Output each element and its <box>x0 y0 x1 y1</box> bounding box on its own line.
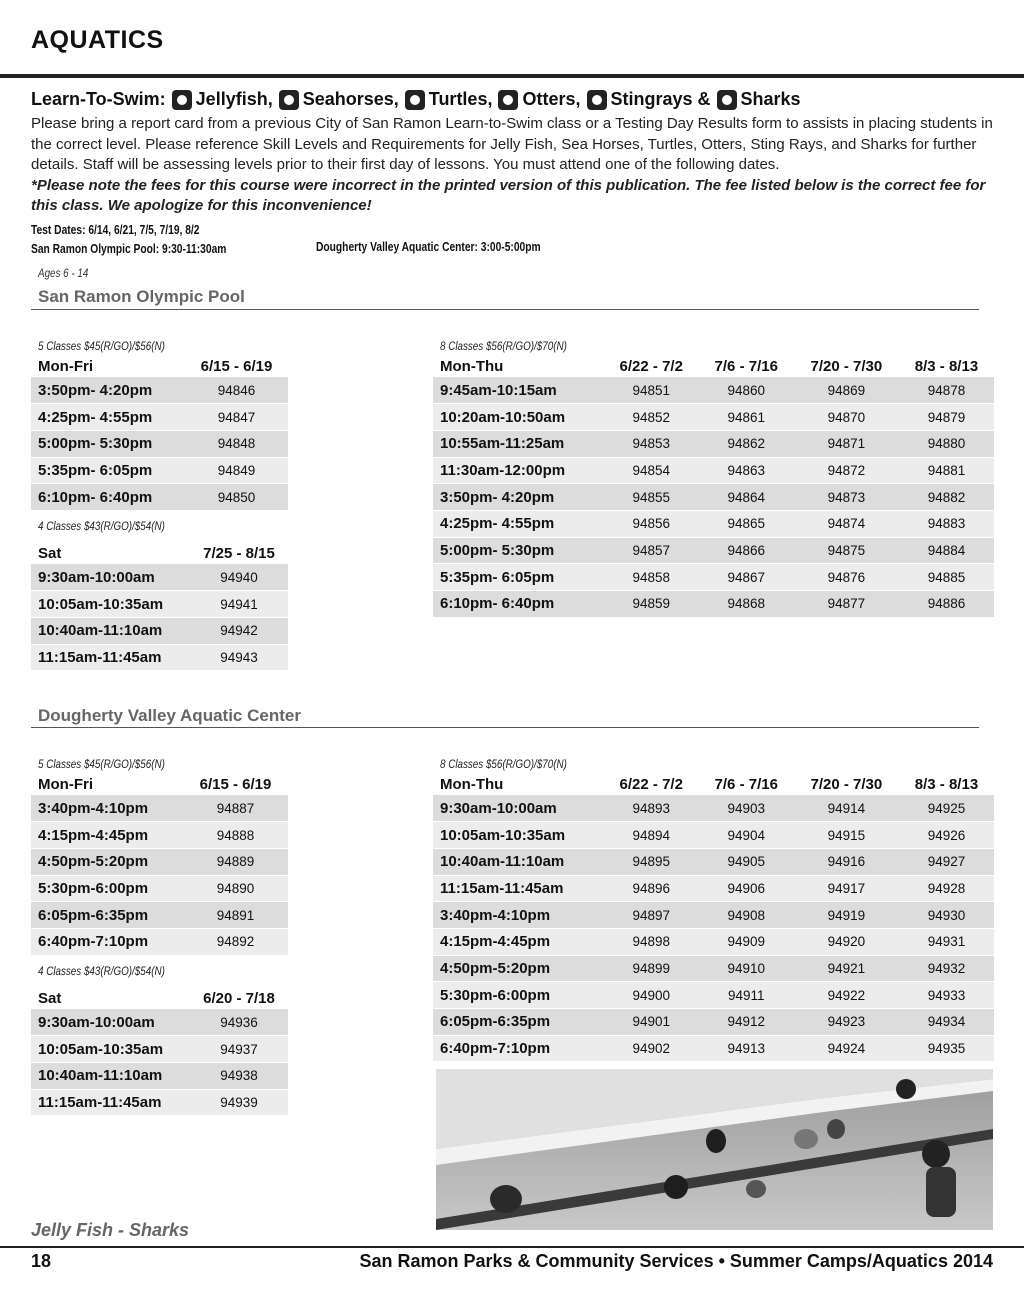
footer-rule <box>0 1246 1024 1248</box>
class-time: 9:30am-10:00am <box>31 1009 190 1036</box>
section-title: AQUATICS <box>31 26 164 54</box>
course-code: 94867 <box>699 564 794 591</box>
dates-header: 8/3 - 8/13 <box>899 774 994 795</box>
course-code: 94876 <box>794 564 899 591</box>
course-code: 94942 <box>190 617 288 644</box>
table-row <box>433 1009 994 1036</box>
course-code: 94853 <box>604 430 699 457</box>
course-code: 94884 <box>899 537 994 564</box>
heading-label: Learn-To-Swim: <box>31 89 166 109</box>
price-label: 5 Classes $45(R/GO)/$56(N) <box>38 757 165 771</box>
table-row <box>31 1036 288 1063</box>
course-code: 94924 <box>794 1035 899 1062</box>
course-code: 94864 <box>699 484 794 511</box>
class-time: 10:05am-10:35am <box>31 1036 190 1063</box>
course-code: 94852 <box>604 404 699 431</box>
course-code: 94854 <box>604 457 699 484</box>
course-code: 94899 <box>604 955 699 982</box>
course-code: 94880 <box>899 430 994 457</box>
course-code: 94883 <box>899 510 994 537</box>
level-label: Sharks <box>740 89 801 109</box>
course-code: 94885 <box>899 564 994 591</box>
course-code: 94913 <box>699 1035 794 1062</box>
page-number: 18 <box>31 1251 52 1271</box>
learn-to-swim-heading <box>31 89 801 110</box>
table-row <box>31 928 288 955</box>
course-code: 94912 <box>699 1009 794 1036</box>
price-label: 8 Classes $56(R/GO)/$70(N) <box>440 757 567 771</box>
class-time: 6:10pm- 6:40pm <box>31 484 185 511</box>
course-code: 94934 <box>899 1009 994 1036</box>
table-row <box>433 982 994 1009</box>
class-time: 4:15pm-4:45pm <box>31 822 183 849</box>
table-row <box>433 430 994 457</box>
schedule-table-dougherty-monfri <box>31 774 288 956</box>
course-code: 94882 <box>899 484 994 511</box>
level-seahorses <box>279 89 399 110</box>
location-rule <box>31 309 979 310</box>
dates-header: 7/6 - 7/16 <box>699 356 794 377</box>
course-code: 94896 <box>604 875 699 902</box>
location-rule <box>31 727 979 728</box>
class-time: 6:05pm-6:35pm <box>433 1009 604 1036</box>
table-row <box>433 928 994 955</box>
course-code: 94890 <box>183 875 288 902</box>
level-label: Seahorses, <box>302 89 399 109</box>
course-code: 94874 <box>794 510 899 537</box>
location-title-olympic: San Ramon Olympic Pool <box>38 287 245 306</box>
course-code: 94931 <box>899 928 994 955</box>
class-time: 9:45am-10:15am <box>433 377 604 404</box>
schedule-table-olympic-sat <box>31 543 288 671</box>
course-code: 94902 <box>604 1035 699 1062</box>
jellyfish-icon <box>172 90 192 110</box>
course-code: 94857 <box>604 537 699 564</box>
course-code: 94921 <box>794 955 899 982</box>
table-row <box>433 795 994 822</box>
table-row <box>31 1062 288 1089</box>
course-code: 94910 <box>699 955 794 982</box>
course-code: 94917 <box>794 875 899 902</box>
course-code: 94846 <box>185 377 288 404</box>
table-row <box>31 430 288 457</box>
class-time: 5:30pm-6:00pm <box>31 875 183 902</box>
table-row <box>31 875 288 902</box>
schedule-table-dougherty-sat <box>31 988 288 1116</box>
course-code: 94863 <box>699 457 794 484</box>
course-code: 94872 <box>794 457 899 484</box>
course-code: 94898 <box>604 928 699 955</box>
course-code: 94922 <box>794 982 899 1009</box>
class-time: 5:00pm- 5:30pm <box>433 537 604 564</box>
dates-header: 7/6 - 7/16 <box>699 774 794 795</box>
days-header: Sat <box>31 988 190 1009</box>
class-time: 4:15pm-4:45pm <box>433 928 604 955</box>
class-time: 6:10pm- 6:40pm <box>433 591 604 618</box>
course-code: 94862 <box>699 430 794 457</box>
class-time: 3:50pm- 4:20pm <box>433 484 604 511</box>
table-row <box>433 510 994 537</box>
course-code: 94881 <box>899 457 994 484</box>
course-code: 94904 <box>699 822 794 849</box>
course-code: 94855 <box>604 484 699 511</box>
class-time: 11:15am-11:45am <box>31 1089 190 1116</box>
fee-correction-note: *Please note the fees for this course were incorrect in the printed version of this publication. The fee listed below is the correct fee for this class. We apologize for this inconvenience! <box>31 176 986 214</box>
course-code: 94891 <box>183 902 288 929</box>
class-time: 3:50pm- 4:20pm <box>31 377 185 404</box>
level-label: Stingrays & <box>610 89 711 109</box>
course-code: 94920 <box>794 928 899 955</box>
course-code: 94850 <box>185 484 288 511</box>
dates-header: 7/25 - 8/15 <box>190 543 288 564</box>
level-sharks <box>717 89 801 110</box>
course-code: 94859 <box>604 591 699 618</box>
class-time: 5:35pm- 6:05pm <box>433 564 604 591</box>
course-code: 94861 <box>699 404 794 431</box>
course-code: 94911 <box>699 982 794 1009</box>
table-row <box>433 591 994 618</box>
class-time: 10:05am-10:35am <box>31 591 190 618</box>
course-code: 94914 <box>794 795 899 822</box>
dates-header: 7/20 - 7/30 <box>794 356 899 377</box>
table-row <box>433 457 994 484</box>
class-time: 5:35pm- 6:05pm <box>31 457 185 484</box>
dates-header: 8/3 - 8/13 <box>899 356 994 377</box>
table-row <box>31 822 288 849</box>
course-code: 94916 <box>794 848 899 875</box>
test-olympic-pool: San Ramon Olympic Pool: 9:30-11:30am <box>31 242 227 256</box>
class-time: 10:40am-11:10am <box>31 1062 190 1089</box>
course-code: 94901 <box>604 1009 699 1036</box>
course-code: 94875 <box>794 537 899 564</box>
course-code: 94927 <box>899 848 994 875</box>
table-row <box>31 617 288 644</box>
intro-description: Please bring a report card from a previous City of San Ramon Learn-to-Swim class or a Testing Day Results form to assists in placing students in the correct level. Please reference Skill Levels and Requirements for Jelly Fish, Sea Horses, Turtles, Otters, Sting Rays, and Sharks for further details. Staff will be assessing levels prior to their first day of lessons. You must attend one of the following dates. <box>31 115 993 173</box>
course-code: 94849 <box>185 457 288 484</box>
otter-icon <box>498 90 518 110</box>
table-row <box>433 537 994 564</box>
level-stingrays <box>587 89 711 110</box>
price-label: 8 Classes $56(R/GO)/$70(N) <box>440 339 567 353</box>
course-code: 94893 <box>604 795 699 822</box>
course-code: 94941 <box>190 591 288 618</box>
table-row <box>433 404 994 431</box>
course-code: 94923 <box>794 1009 899 1036</box>
table-row <box>31 795 288 822</box>
course-code: 94938 <box>190 1062 288 1089</box>
table-row <box>31 564 288 591</box>
course-code: 94869 <box>794 377 899 404</box>
table-row <box>31 404 288 431</box>
days-header: Mon-Thu <box>433 774 604 795</box>
class-time: 9:30am-10:00am <box>433 795 604 822</box>
table-row <box>31 591 288 618</box>
test-dates: Test Dates: 6/14, 6/21, 7/5, 7/19, 8/2 <box>31 223 200 237</box>
table-row <box>433 955 994 982</box>
days-header: Mon-Fri <box>31 774 183 795</box>
stingray-icon <box>587 90 607 110</box>
dates-header: 6/22 - 7/2 <box>604 356 699 377</box>
course-code: 94879 <box>899 404 994 431</box>
course-code: 94889 <box>183 848 288 875</box>
table-row <box>31 484 288 511</box>
class-time: 5:30pm-6:00pm <box>433 982 604 1009</box>
course-code: 94897 <box>604 902 699 929</box>
table-row <box>31 902 288 929</box>
table-row <box>433 484 994 511</box>
table-row <box>433 822 994 849</box>
course-code: 94851 <box>604 377 699 404</box>
table-row <box>31 457 288 484</box>
course-code: 94933 <box>899 982 994 1009</box>
course-code: 94900 <box>604 982 699 1009</box>
intro-paragraph <box>31 114 995 217</box>
table-row <box>31 644 288 671</box>
class-time: 9:30am-10:00am <box>31 564 190 591</box>
course-code: 94939 <box>190 1089 288 1116</box>
course-code: 94858 <box>604 564 699 591</box>
test-dates-block <box>31 221 226 259</box>
table-row <box>31 1089 288 1116</box>
dates-header: 6/22 - 7/2 <box>604 774 699 795</box>
swim-lesson-photo <box>436 1069 993 1230</box>
table-row <box>31 848 288 875</box>
class-time: 4:50pm-5:20pm <box>433 955 604 982</box>
course-code: 94894 <box>604 822 699 849</box>
ages-label: Ages 6 - 14 <box>38 266 89 280</box>
table-row <box>433 1035 994 1062</box>
price-label: 4 Classes $43(R/GO)/$54(N) <box>38 964 165 978</box>
class-time: 10:40am-11:10am <box>433 848 604 875</box>
course-code: 94866 <box>699 537 794 564</box>
course-code: 94925 <box>899 795 994 822</box>
course-code: 94868 <box>699 591 794 618</box>
course-code: 94936 <box>190 1009 288 1036</box>
course-code: 94932 <box>899 955 994 982</box>
course-code: 94877 <box>794 591 899 618</box>
class-time: 4:50pm-5:20pm <box>31 848 183 875</box>
class-time: 10:40am-11:10am <box>31 617 190 644</box>
class-time: 6:40pm-7:10pm <box>31 928 183 955</box>
table-row <box>31 1009 288 1036</box>
course-code: 94940 <box>190 564 288 591</box>
class-time: 11:30am-12:00pm <box>433 457 604 484</box>
course-code: 94878 <box>899 377 994 404</box>
course-code: 94856 <box>604 510 699 537</box>
schedule-table-dougherty-monthu <box>433 774 994 1062</box>
course-code: 94928 <box>899 875 994 902</box>
class-time: 4:25pm- 4:55pm <box>31 404 185 431</box>
shark-icon <box>717 90 737 110</box>
header-rule <box>0 74 1024 78</box>
dates-header: 6/15 - 6/19 <box>183 774 288 795</box>
schedule-table-olympic-monfri <box>31 356 288 511</box>
level-jellyfish <box>172 89 273 110</box>
course-code: 94848 <box>185 430 288 457</box>
table-row <box>433 377 994 404</box>
class-time: 4:25pm- 4:55pm <box>433 510 604 537</box>
table-row <box>433 875 994 902</box>
turtle-icon <box>405 90 425 110</box>
days-header: Sat <box>31 543 190 564</box>
class-time: 6:05pm-6:35pm <box>31 902 183 929</box>
course-code: 94895 <box>604 848 699 875</box>
dates-header: 7/20 - 7/30 <box>794 774 899 795</box>
course-code: 94909 <box>699 928 794 955</box>
course-code: 94887 <box>183 795 288 822</box>
class-time: 5:00pm- 5:30pm <box>31 430 185 457</box>
course-code: 94865 <box>699 510 794 537</box>
dates-header: 6/15 - 6/19 <box>185 356 288 377</box>
table-row <box>31 377 288 404</box>
class-time: 11:15am-11:45am <box>31 644 190 671</box>
level-turtles <box>405 89 493 110</box>
test-dougherty: Dougherty Valley Aquatic Center: 3:00-5:00pm <box>316 240 541 254</box>
level-label: Jellyfish, <box>195 89 273 109</box>
dates-header: 6/20 - 7/18 <box>190 988 288 1009</box>
course-code: 94888 <box>183 822 288 849</box>
photo-caption: Jelly Fish - Sharks <box>31 1220 190 1240</box>
course-code: 94860 <box>699 377 794 404</box>
course-code: 94937 <box>190 1036 288 1063</box>
days-header: Mon-Thu <box>433 356 604 377</box>
course-code: 94935 <box>899 1035 994 1062</box>
days-header: Mon-Fri <box>31 356 185 377</box>
class-time: 3:40pm-4:10pm <box>433 902 604 929</box>
course-code: 94906 <box>699 875 794 902</box>
class-time: 10:55am-11:25am <box>433 430 604 457</box>
course-code: 94873 <box>794 484 899 511</box>
level-label: Otters, <box>522 89 581 109</box>
table-row <box>433 564 994 591</box>
table-row <box>433 848 994 875</box>
price-label: 4 Classes $43(R/GO)/$54(N) <box>38 519 165 533</box>
course-code: 94915 <box>794 822 899 849</box>
seahorse-icon <box>279 90 299 110</box>
course-code: 94943 <box>190 644 288 671</box>
class-time: 6:40pm-7:10pm <box>433 1035 604 1062</box>
course-code: 94908 <box>699 902 794 929</box>
course-code: 94930 <box>899 902 994 929</box>
location-title-dougherty: Dougherty Valley Aquatic Center <box>38 706 301 725</box>
course-code: 94870 <box>794 404 899 431</box>
course-code: 94892 <box>183 928 288 955</box>
course-code: 94919 <box>794 902 899 929</box>
class-time: 3:40pm-4:10pm <box>31 795 183 822</box>
level-label: Turtles, <box>428 89 493 109</box>
course-code: 94886 <box>899 591 994 618</box>
footer-publication: San Ramon Parks & Community Services • Summer Camps/Aquatics 2014 <box>359 1251 993 1271</box>
class-time: 10:05am-10:35am <box>433 822 604 849</box>
price-label: 5 Classes $45(R/GO)/$56(N) <box>38 339 165 353</box>
course-code: 94871 <box>794 430 899 457</box>
course-code: 94847 <box>185 404 288 431</box>
level-otters <box>498 89 580 110</box>
class-time: 10:20am-10:50am <box>433 404 604 431</box>
schedule-table-olympic-monthu <box>433 356 994 618</box>
course-code: 94905 <box>699 848 794 875</box>
course-code: 94903 <box>699 795 794 822</box>
course-code: 94926 <box>899 822 994 849</box>
class-time: 11:15am-11:45am <box>433 875 604 902</box>
photo-illustration <box>436 1069 993 1230</box>
table-row <box>433 902 994 929</box>
